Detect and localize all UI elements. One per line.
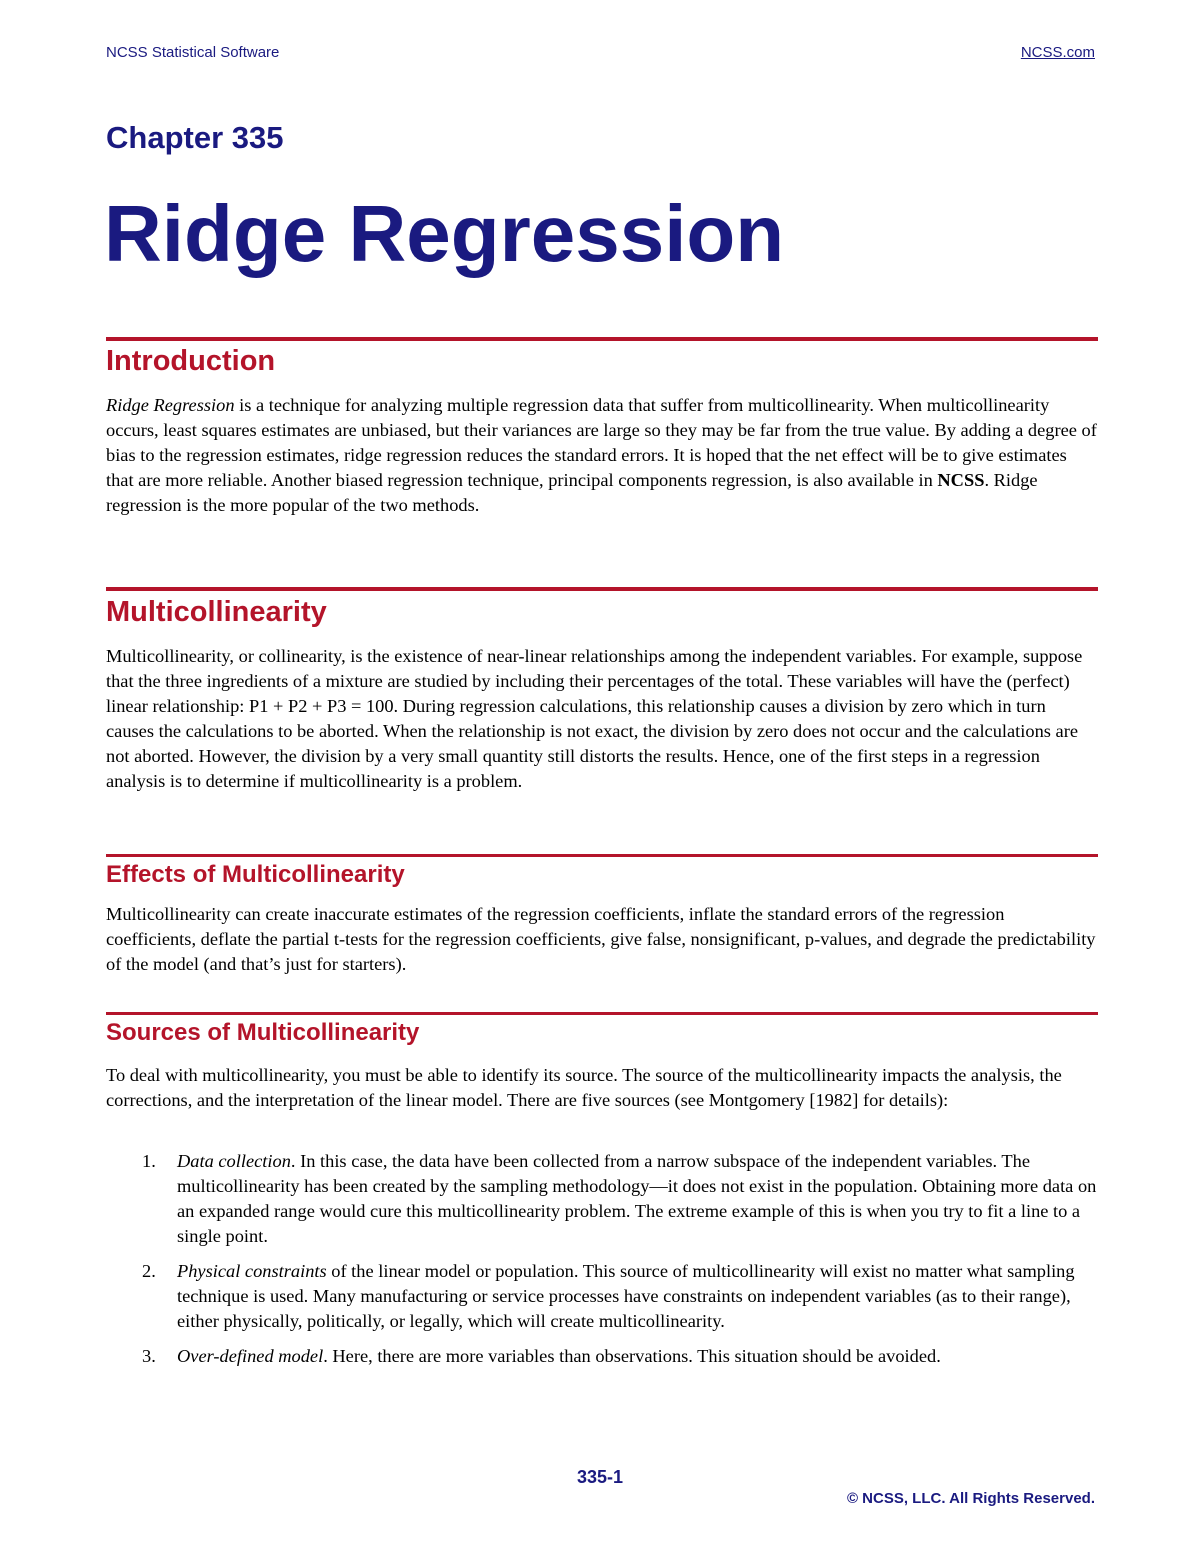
list-item-text: of the linear model or population. This source of multicollinearity will exist no matter what sampling technique is used. Many manufacturing or service processes have constraints on independent variables (as to their range), either physically, politically, or legally, which will create multicollinearity.: [177, 1261, 1075, 1331]
chapter-number: Chapter 335: [106, 120, 284, 155]
list-item: [106, 1344, 1098, 1369]
ncss-name: NCSS: [937, 470, 985, 490]
section-divider: [106, 587, 1098, 591]
heading-multicollinearity: Multicollinearity: [106, 596, 327, 628]
list-number: 1.: [142, 1151, 156, 1171]
list-item-term: Over-defined model: [177, 1346, 324, 1366]
sources-list: [106, 1149, 1098, 1379]
heading-introduction: Introduction: [106, 345, 276, 377]
list-item-text: . Here, there are more variables than observations. This situation should be avoided.: [323, 1346, 941, 1366]
list-number: 2.: [142, 1261, 156, 1281]
subsection-divider: [106, 1012, 1098, 1015]
introduction-text: is a technique for analyzing multiple regression data that suffer from multicollinearity. When multicollinearity occurs, least squares estimates are unbiased, but their variances are large so they may be far from the true value. By adding a degree of bias to the regression estimates, ridge regression reduces the standard errors. It is hoped that the net effect will be to give estimates that are more reliable. Another biased regression technique, principal components regression, is also available in: [106, 395, 1097, 490]
page-title: Ridge Regression: [104, 189, 785, 278]
effects-paragraph: Multicollinearity can create inaccurate estimates of the regression coefficients, inflate the standard errors of the regression coefficients, deflate the partial t-tests for the regression coefficients, give false, nonsignificant, p-values, and degrade the predictability of the model (and that’s just for starters).: [106, 904, 1096, 974]
heading-effects: Effects of Multicollinearity: [106, 861, 405, 888]
list-item: [106, 1259, 1098, 1334]
introduction-paragraph: [106, 393, 1098, 518]
section-divider: [106, 337, 1098, 341]
copyright-notice: © NCSS, LLC. All Rights Reserved.: [846, 1490, 1095, 1507]
list-item-term: Data collection: [177, 1151, 291, 1171]
multicollinearity-paragraph: Multicollinearity, or collinearity, is the existence of near-linear relationships among the independent variables. For example, suppose that the three ingredients of a mixture are studied by including their percentages of the total. These variables will have the (perfect) linear relationship: P1 + P2 + P3 = 100. During regression calculations, this relationship causes a division by zero which in turn causes the calculations to be aborted. When the relationship is not exact, the division by zero does not occur and the calculations are not aborted. However, the division by a very small quantity still distorts the results. Hence, one of the first steps in a regression analysis is to determine if multicollinearity is a problem.: [106, 646, 1083, 791]
list-item-text: . In this case, the data have been collected from a narrow subspace of the independent variables. The multicollinearity has been created by the sampling methodology—it does not exist in the population. Obtaining more data on an expanded range would cure this multicollinearity problem. The extreme example of this is when you try to fit a line to a single point.: [177, 1151, 1097, 1246]
sources-paragraph: To deal with multicollinearity, you must be able to identify its source. The source of the multicollinearity impacts the analysis, the corrections, and the interpretation of the linear model. There are five sources (see Montgomery [1982] for details):: [106, 1065, 1062, 1110]
header-website-link[interactable]: NCSS.com: [1020, 44, 1095, 61]
page-number: 335-1: [576, 1467, 624, 1487]
list-item: [106, 1149, 1098, 1249]
list-number: 3.: [142, 1346, 156, 1366]
introduction-text-end: . Ridge regression is the more popular of the two methods.: [106, 470, 1038, 515]
heading-sources: Sources of Multicollinearity: [106, 1019, 420, 1046]
ridge-regression-term: Ridge Regression: [106, 395, 235, 415]
header-software-name: NCSS Statistical Software: [106, 44, 280, 61]
list-item-term: Physical constraints: [177, 1261, 327, 1281]
subsection-divider: [106, 854, 1098, 857]
